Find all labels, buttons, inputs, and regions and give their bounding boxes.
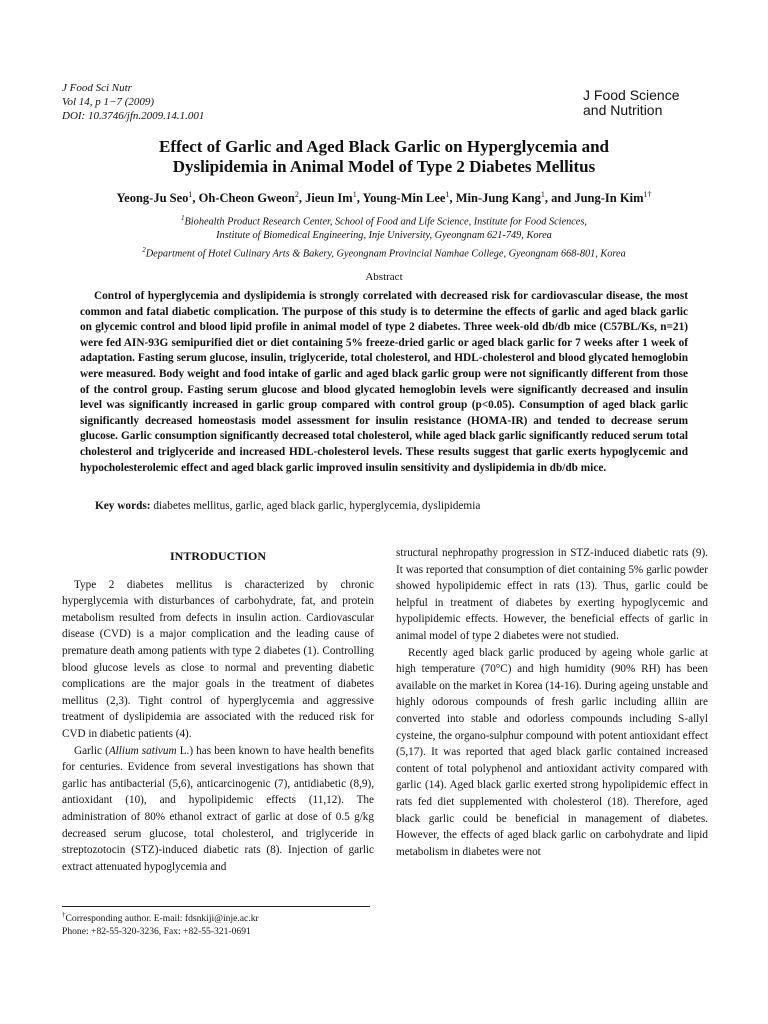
author-name: Jung-In Kim: [574, 191, 644, 206]
footnote-marker: †: [62, 911, 66, 919]
abstract-heading: Abstract: [365, 271, 403, 283]
affiliation-1-line-2: Institute of Biomedical Engineering, Inje University, Gyeongnam 621-749, Korea: [216, 230, 552, 242]
author-separator: ,: [192, 191, 199, 206]
affiliations: [60, 211, 708, 262]
abstract-text: Control of hyperglycemia and dyslipidemia is strongly correlated with decreased risk for cardiovascular disease, the most common and fatal diabetic complication. The purpose of this study is to determine the effects of garlic and aged black garlic on glycemic control and blood lipid profile in animal model of type 2 diabetes. Three week-old db/db mice (C57BL/Ks, n=21) were fed AIN-93G semipurified diet or diet containing 5% freeze-dried garlic or aged black garlic for 7 weeks after 1 week of adaptation. Fasting serum glucose, insulin, triglyceride, total cholesterol, and HDL-cholesterol and blood glycated hemoglobin were measured. Body weight and food intake of garlic and aged black garlic group were not significantly different from those of the control group. Fasting serum glucose and blood glycated hemoglobin levels were significantly decreased and insulin level was significantly increased in garlic group compared with control group (p<0.05). Consumption of aged black garlic significantly decreased homeostasis model assessment for insulin resistance (HOMA-IR) and tended to decrease serum glucose. Garlic consumption significantly decreased total cholesterol, while aged black garlic significantly reduced serum total cholesterol and triglyceride and increased HDL-cholesterol levels. These results suggest that garlic exerts hypoglycemic and hypocholesterolemic effect and aged black garlic improved insulin sensitivity and dyslipidemia in db/db mice.: [80, 290, 688, 474]
affiliation-1-line-1: [60, 211, 708, 229]
author-name: Jieun Im: [305, 191, 353, 206]
right-column: [396, 545, 708, 860]
footnote-email: Corresponding author. E-mail: fdsnkiji@inje.ac.kr: [65, 913, 259, 925]
author-affiliation-marker: 1: [540, 190, 545, 199]
title-line-1: Effect of Garlic and Aged Black Garlic on Hyperglycemia and: [159, 137, 609, 156]
affiliation-2: [60, 243, 708, 261]
author-list: [60, 187, 708, 206]
left-column: [62, 548, 374, 875]
author-affiliation-marker: 1: [352, 190, 357, 199]
author-name: Young-Min Lee: [362, 191, 446, 206]
author-separator: ,: [356, 191, 363, 206]
author-affiliation-marker: 1: [188, 190, 193, 199]
volume-pages: Vol 14, p 1−7 (2009): [62, 96, 155, 108]
author-affiliation-marker: 2: [294, 190, 299, 199]
corresponding-author: [62, 909, 259, 925]
author-affiliation-marker: 1: [445, 190, 450, 199]
author-separator: ,: [449, 191, 456, 206]
keywords-text: diabetes mellitus, garlic, aged black garlic, hyperglycemia, dyslipidemia: [153, 500, 481, 512]
journal-citation: [62, 81, 204, 123]
title-line-2: Dyslipidemia in Animal Model of Type 2 Diabetes Mellitus: [172, 157, 596, 176]
intro-paragraph-1: Type 2 diabetes mellitus is characterized by chronic hyperglycemia with disturbances of carbohydrate, fat, and protein metabolism resulted from defects in insulin action. Cardiovascular disease (CVD) is a major complication and the leading cause of premature death among patients with type 2 diabetes (1). Controlling blood glucose levels as close to normal and preventing diabetic complications are the major goals in the treatment of diabetes mellitus (2,3). Tight control of hyperglycemia and aggressive treatment of dyslipidemia are associated with the reduced risk for CVD in diabetic patients (4).: [62, 578, 374, 740]
footnote-divider: [62, 906, 370, 907]
affiliation-2-marker: 2: [142, 246, 146, 255]
intro-paragraph-2-rest: L.) has been known to have health benefits for centuries. Evidence from several investigations has shown that garlic has antibacterial (5,6), anticarcinogenic (7), antidiabetic (8,9), antioxidant (10), and hypolipidemic effects (11,12). The administration of 80% ethanol extract of garlic at dose of 0.5 g/kg decreased serum glucose, total cholesterol, and triglyceride in streptozotocin (STZ)-induced diabetic rats (8). Injection of garlic extract attenuated hypoglycemia and: [62, 744, 374, 873]
journal-brand: [583, 88, 680, 118]
intro-paragraph-4: Recently aged black garlic produced by ageing whole garlic at high temperature (70°C) and high humidity (90% RH) has been available on the market in Korea (14-16). During ageing unstable and highly odorous compounds of fresh garlic including alliin are converted into stable and odorless compounds including S-allyl cysteine, the organo-sulphur compound with potent antioxidant effect (5,17). It was reported that aged black garlic contained increased content of total polyphenol and antioxidant activity compared with garlic (14). Aged black garlic exerted strong hypolipidemic effect in rats fed diet supplemented with cholesterol (18). Therefore, aged black garlic could be beneficial in management of diabetes. However, the effects of aged black garlic on carbohydrate and lipid metabolism in diabetes were not: [396, 646, 708, 858]
keywords-label: Key words:: [95, 500, 151, 512]
footnote: [62, 909, 259, 938]
affiliation-2-text: Department of Hotel Culinary Arts & Bakery, Gyeongnam Provincial Namhae College, Gyeongnam 668-801, Korea: [145, 248, 626, 260]
introduction-heading: INTRODUCTION: [169, 549, 266, 563]
journal-brand-line2: and Nutrition: [583, 102, 663, 118]
affiliation-1-marker: 1: [181, 214, 185, 222]
keywords: [95, 500, 480, 512]
paper-title: [70, 137, 698, 177]
journal-brand-line1: J Food Science: [583, 87, 680, 103]
affiliation-1-text: Biohealth Product Research Center, School of Food and Life Science, Institute for Food Sciences,: [184, 216, 587, 228]
abstract-body: [80, 289, 688, 476]
intro-paragraph-2-start: Garlic (: [74, 744, 109, 757]
intro-paragraph-3: structural nephropathy progression in STZ-induced diabetic rats (9). It was reported that consumption of diet containing 5% garlic powder showed hypolipidemic effect in rats (13). Thus, garlic could be helpful in treatment of diabetes by exerting hypoglycemic and hypolipidemic effects. However, the beneficial effects of garlic in animal model of type 2 diabetes were not studied.: [396, 547, 708, 642]
author-separator: ,: [298, 191, 306, 206]
author-name: Oh-Cheon Gweon: [198, 191, 295, 206]
author-name: Min-Jung Kang: [455, 191, 541, 206]
footnote-phone: Phone: +82-55-320-3236, Fax: +82-55-321-0691: [62, 926, 251, 938]
doi: DOI: 10.3746/jfn.2009.14.1.001: [62, 110, 205, 122]
author-affiliation-marker: 1†: [643, 190, 652, 199]
intro-paragraph-2: [62, 743, 374, 876]
species-name: Allium sativum: [108, 744, 177, 757]
author-separator: , and: [544, 191, 575, 206]
author-name: Yeong-Ju Seo: [116, 191, 189, 206]
journal-abbrev: J Food Sci Nutr: [62, 82, 132, 94]
